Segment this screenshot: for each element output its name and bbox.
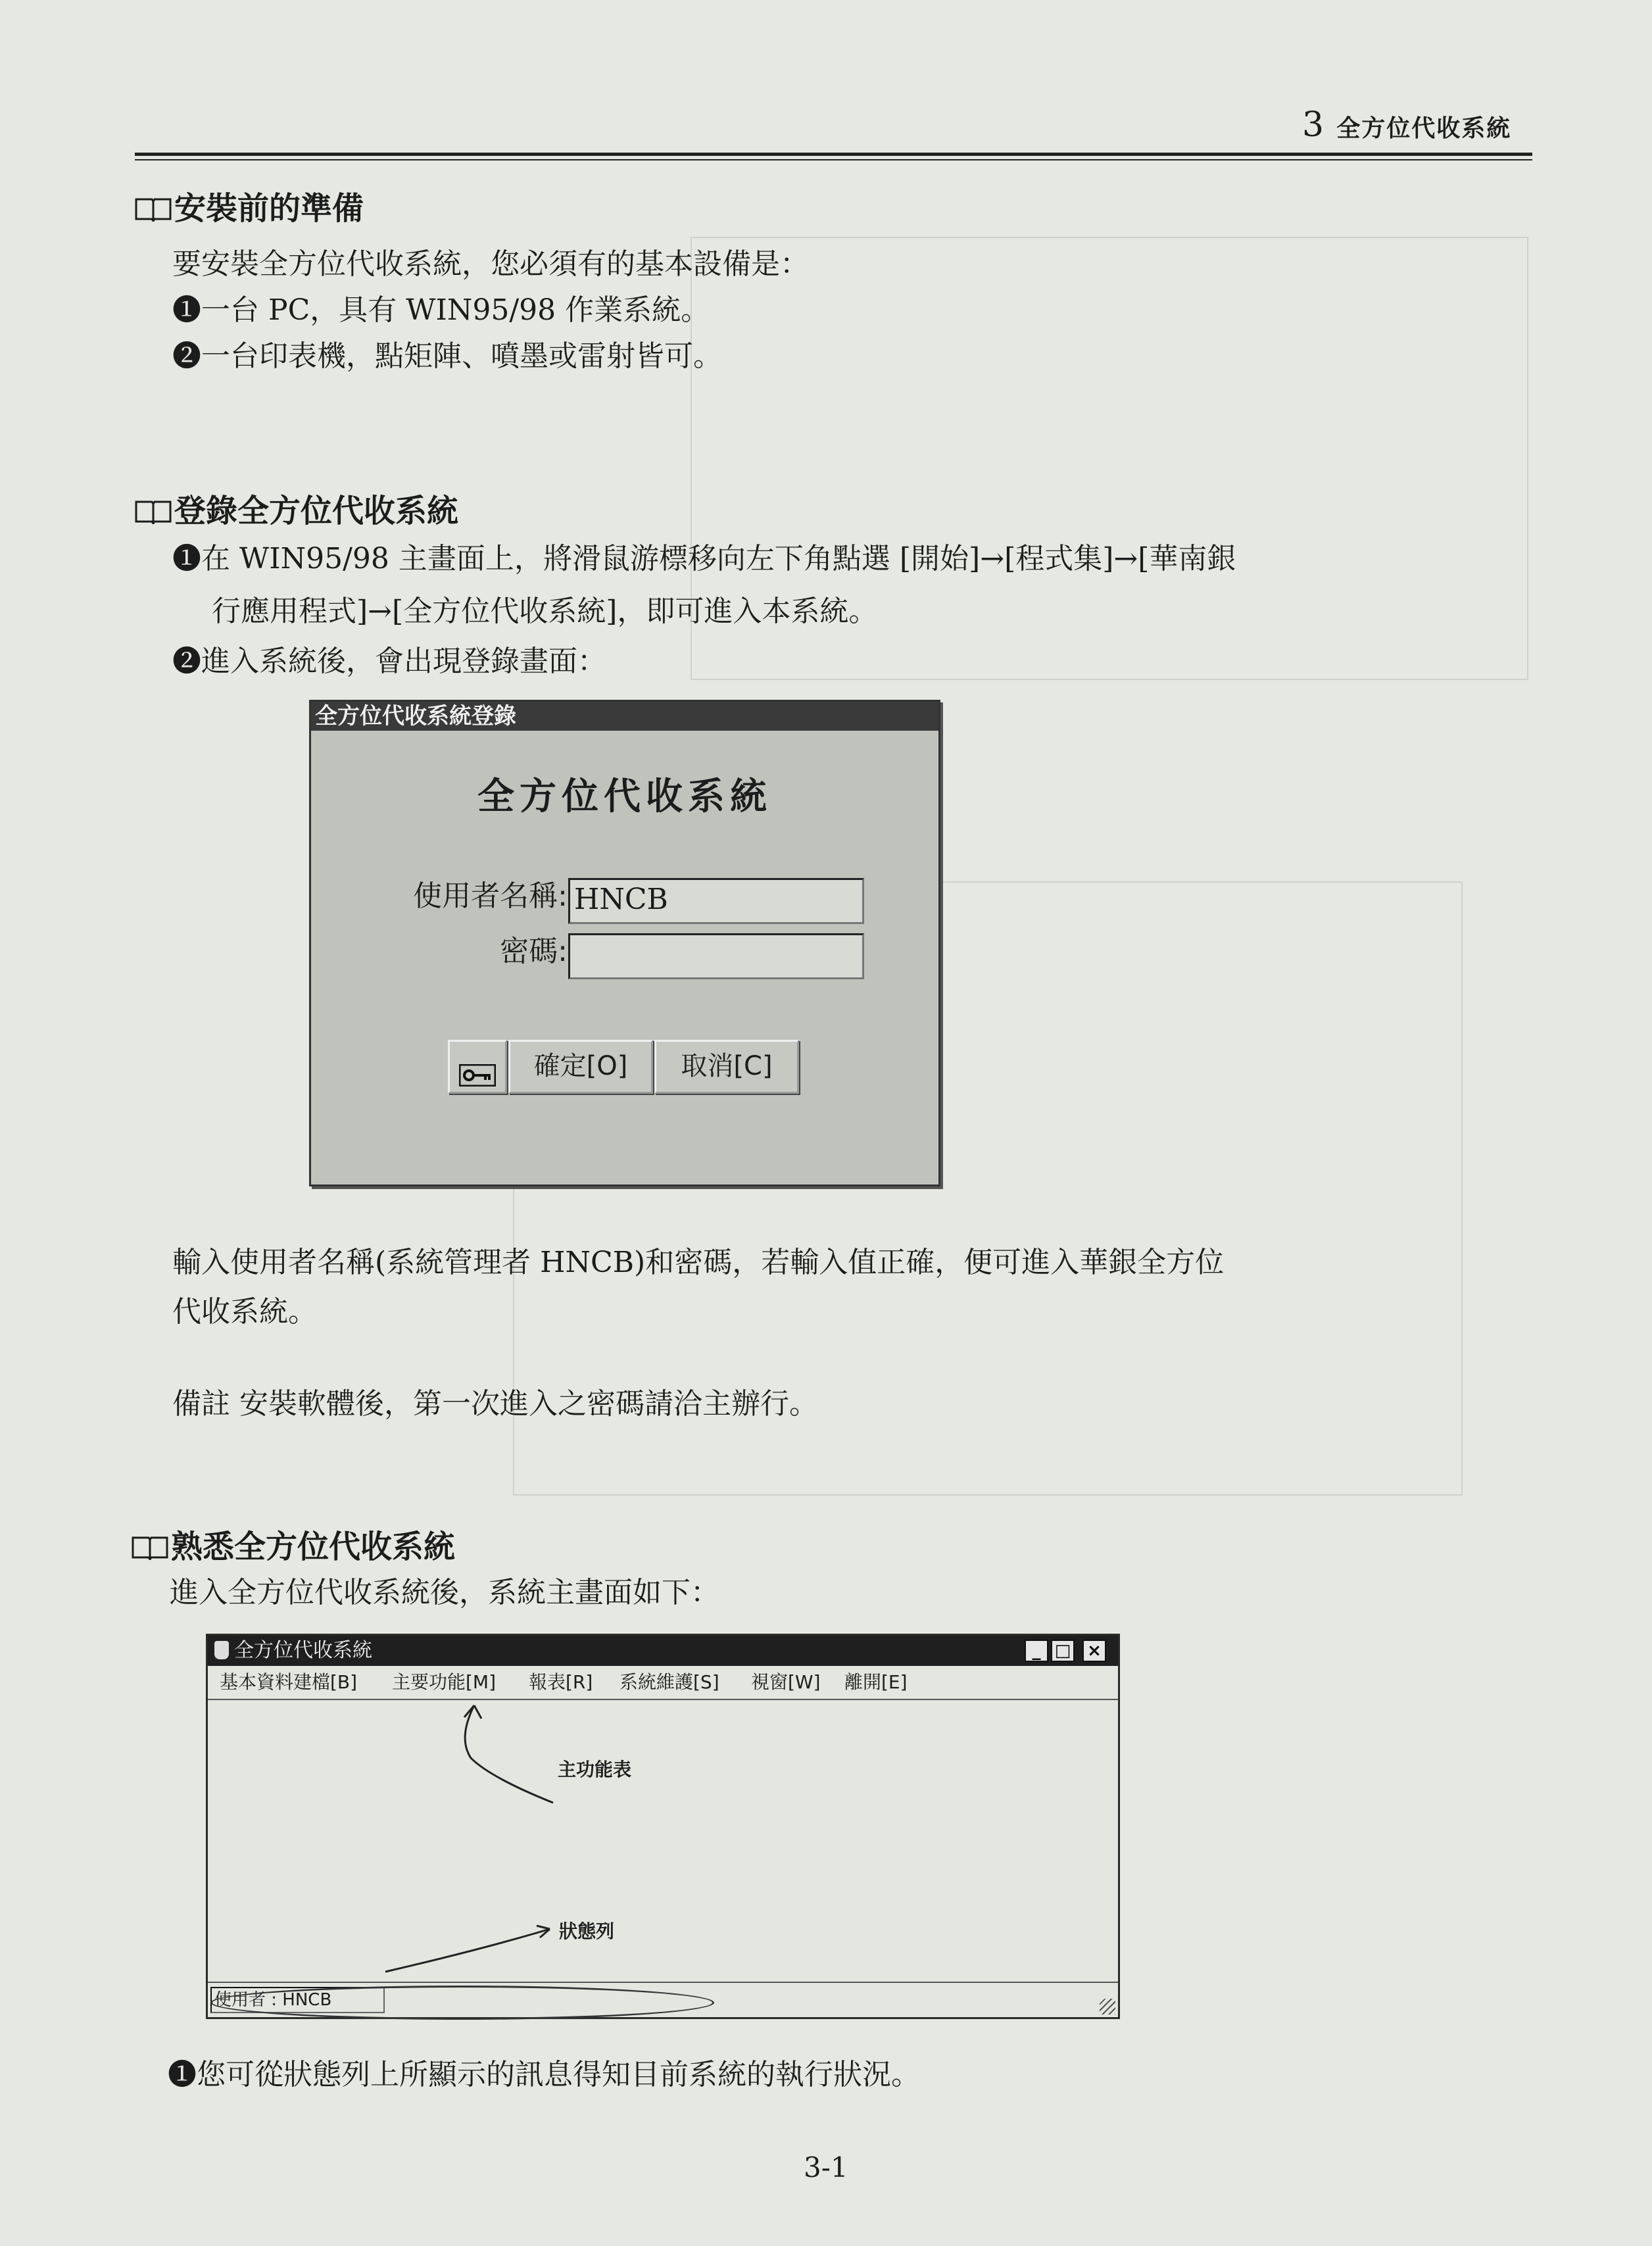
- window-title: 全方位代收系統: [234, 1639, 372, 1662]
- status-annotation: 狀態列: [559, 1920, 615, 1942]
- book-icon: [135, 195, 172, 222]
- after-login-line-1: 輸入使用者名稱(系統管理者 HNCB)和密碼，若輸入值正確，便可進入華銀全方位: [172, 1246, 1225, 1279]
- chapter-title: 全方位代收系統: [1336, 114, 1512, 142]
- status-bar: [208, 1982, 1118, 2017]
- menu-arrow-head: [464, 1705, 481, 1719]
- page-header: [1302, 105, 1511, 145]
- dialog-title: 全方位代收系統登錄: [311, 702, 938, 731]
- login-step-2: ❷進入系統後，會出現登錄畫面：: [172, 645, 606, 678]
- after-login-line-2: 代收系統。: [172, 1295, 317, 1329]
- heading-text: 登錄全方位代收系統: [174, 493, 459, 529]
- section-heading-login: [135, 490, 458, 532]
- ok-button[interactable]: 確定[O]: [508, 1040, 653, 1094]
- login-step-1-line-2: 行應用程式]→[全方位代收系統]，即可進入本系統。: [212, 595, 878, 628]
- status-user-cell: 使用者 : HNCB: [210, 1987, 385, 2013]
- dialog-heading: 全方位代收系統: [477, 775, 772, 818]
- familiar-intro: 進入全方位代收系統後，系統主畫面如下：: [170, 1576, 719, 1609]
- install-note: 備註 安裝軟體後，第一次進入之密碼請洽主辦行。: [172, 1387, 818, 1421]
- heading-text: 熟悉全方位代收系統: [171, 1528, 456, 1565]
- section-heading-prepare: [135, 187, 364, 230]
- header-rule: [135, 153, 1532, 156]
- maximize-button[interactable]: □: [1051, 1640, 1075, 1662]
- password-label: 密碼:: [500, 935, 568, 968]
- menu-exit[interactable]: 離開[E]: [844, 1671, 908, 1693]
- username-field[interactable]: HNCB: [568, 878, 864, 924]
- menu-annotation: 主功能表: [558, 1759, 632, 1780]
- menu-system-maintenance[interactable]: 系統維護[S]: [620, 1671, 719, 1693]
- prepare-item-1: ❶一台 PC，具有 WIN95/98 作業系統。: [172, 293, 710, 327]
- minimize-button[interactable]: _: [1025, 1640, 1048, 1662]
- key-button[interactable]: [448, 1040, 507, 1094]
- chapter-number: 3: [1302, 105, 1324, 145]
- login-dialog: [309, 700, 940, 1186]
- menu-reports[interactable]: 報表[R]: [529, 1671, 593, 1693]
- app-icon: [214, 1641, 229, 1659]
- book-icon: [132, 1534, 168, 1560]
- prepare-item-2: ❷一台印表機，點矩陣、噴墨或雷射皆可。: [172, 339, 722, 373]
- window-titlebar: [208, 1636, 1118, 1666]
- menu-window[interactable]: 視窗[W]: [751, 1671, 821, 1693]
- footnote: ❶您可從狀態列上所顯示的訊息得知目前系統的執行狀況。: [168, 2058, 920, 2091]
- prepare-intro: 要安裝全方位代收系統，您必須有的基本設備是：: [172, 247, 809, 281]
- close-button[interactable]: ×: [1082, 1640, 1106, 1662]
- key-icon: [459, 1064, 496, 1086]
- menu-basic-data[interactable]: 基本資料建檔[B]: [220, 1671, 358, 1693]
- status-highlight-ellipse: [210, 1986, 714, 2020]
- section-heading-familiar: [132, 1526, 455, 1568]
- main-window: [206, 1634, 1120, 2019]
- book-icon: [135, 498, 172, 524]
- header-rule-thin: [135, 159, 1532, 160]
- annotation-arrows: [208, 1699, 1118, 1984]
- heading-text: 安裝前的準備: [174, 190, 364, 227]
- page-number: 3-1: [804, 2151, 848, 2184]
- login-step-1-line-1: ❶在 WIN95/98 主畫面上，將滑鼠游標移向左下角點選 [開始]→[程式集]→[華南銀: [172, 542, 1236, 575]
- resize-grip-icon[interactable]: [1100, 1999, 1115, 2014]
- menu-main-functions[interactable]: 主要功能[M]: [392, 1671, 497, 1693]
- username-label: 使用者名稱:: [413, 879, 568, 913]
- status-annotation-arrow: [385, 1929, 550, 1972]
- cancel-button[interactable]: 取消[C]: [654, 1040, 799, 1094]
- menu-annotation-arrow: [465, 1705, 553, 1803]
- menu-bar: [208, 1666, 1118, 1700]
- password-field[interactable]: [568, 933, 864, 979]
